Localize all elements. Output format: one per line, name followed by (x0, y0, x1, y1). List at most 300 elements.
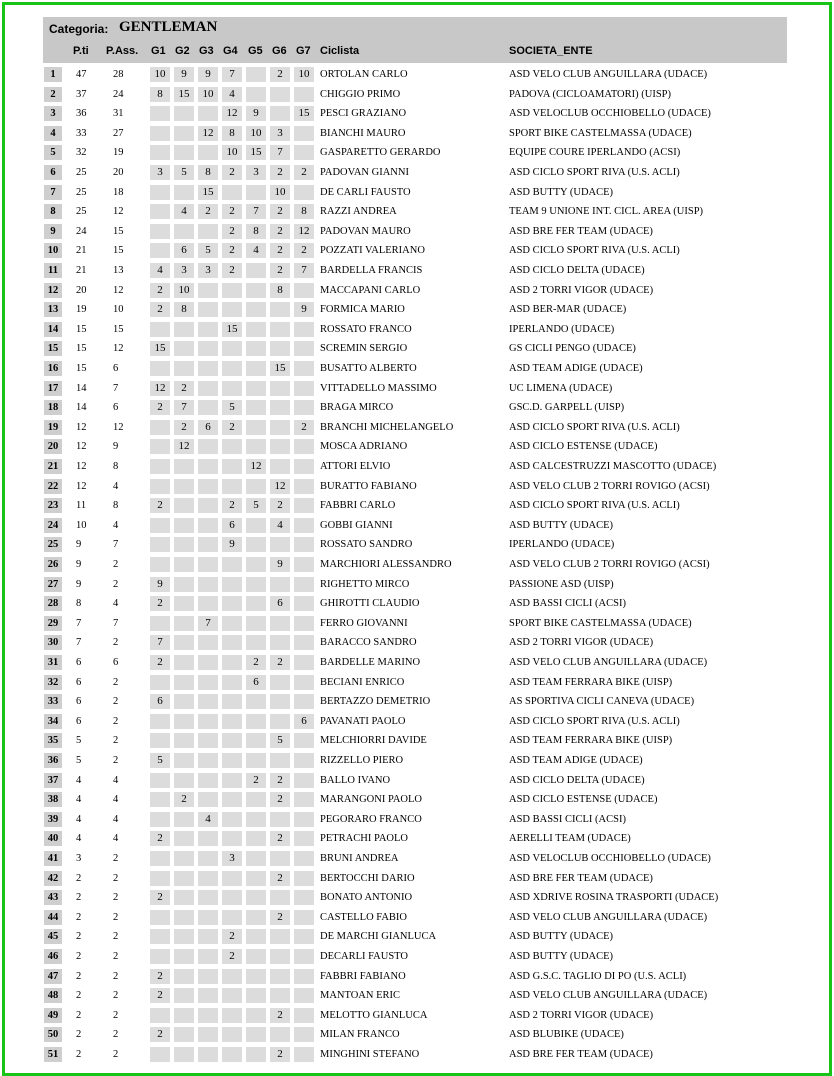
stage-g1-cell: 8 (150, 87, 170, 102)
table-row (43, 477, 787, 497)
points-cell: 2 (76, 1049, 82, 1060)
stage-g5-cell (246, 714, 266, 729)
stage-g7-cell (294, 635, 314, 650)
stage-g4-cell (222, 753, 242, 768)
table-row (43, 437, 787, 457)
stage-g1-cell (150, 792, 170, 807)
stage-g2-cell: 4 (174, 204, 194, 219)
points-cell: 9 (76, 539, 82, 551)
points-cell: 47 (76, 69, 87, 80)
participations-cell: 2 (113, 1049, 119, 1060)
rank-cell: 17 (44, 381, 62, 396)
rank-cell: 8 (44, 204, 62, 219)
stage-g7-cell (294, 126, 314, 141)
stage-g4-cell (222, 341, 242, 356)
team-name: ASD VELO CLUB ANGUILLARA (UDACE) (509, 657, 708, 668)
points-cell: 2 (76, 990, 82, 1002)
cyclist-name: RIZZELLO PIERO (320, 755, 404, 766)
stage-g6-cell (270, 322, 290, 337)
rank-cell: 21 (44, 459, 62, 474)
participations-cell: 2 (113, 676, 119, 688)
stage-g2-cell: 6 (174, 243, 194, 258)
stage-g1-cell (150, 714, 170, 729)
cyclist-name: BERTOCCHI DARIO (320, 872, 415, 884)
stage-g7-cell (294, 949, 314, 964)
points-cell: 4 (76, 774, 82, 786)
stage-g1-cell (150, 439, 170, 454)
stage-g4-cell (222, 733, 242, 748)
points-cell: 2 (76, 911, 82, 923)
cyclist-name: DECARLI FAUSTO (320, 951, 408, 962)
stage-g7-cell (294, 1047, 314, 1062)
stage-g6-cell: 2 (270, 871, 290, 886)
rank-cell: 49 (44, 1008, 62, 1023)
cyclist-name: PEGORARO FRANCO (320, 813, 422, 825)
team-name: ASD BRE FER TEAM (UDACE) (509, 872, 653, 884)
stage-g7-cell (294, 1027, 314, 1042)
rank-cell: 35 (44, 733, 62, 748)
table-row (43, 790, 787, 810)
stage-g1-cell: 2 (150, 655, 170, 670)
stage-g4-cell (222, 1047, 242, 1062)
stage-g1-cell: 10 (150, 67, 170, 82)
participations-cell: 2 (113, 755, 119, 766)
stage-g3-cell (198, 341, 218, 356)
cyclist-name: MINGHINI STEFANO (320, 1049, 420, 1060)
points-cell: 21 (76, 265, 87, 276)
table-row (43, 1006, 787, 1026)
stage-g5-cell: 9 (246, 106, 266, 121)
stage-g6-cell (270, 714, 290, 729)
stage-g1-cell (150, 518, 170, 533)
rank-cell: 46 (44, 949, 62, 964)
stage-g3-cell: 4 (198, 812, 218, 827)
points-cell: 4 (76, 833, 82, 845)
team-name: ASD CICLO ESTENSE (UDACE) (509, 441, 658, 453)
stage-g5-cell (246, 537, 266, 552)
table-row (43, 496, 787, 516)
table-row (43, 85, 787, 105)
rank-cell: 31 (44, 655, 62, 670)
points-cell: 12 (76, 480, 87, 492)
stage-g3-cell (198, 792, 218, 807)
stage-g6-cell (270, 439, 290, 454)
rank-cell: 29 (44, 616, 62, 631)
stage-g1-cell: 4 (150, 263, 170, 278)
stage-g5-cell (246, 910, 266, 925)
participations-cell: 2 (113, 872, 119, 884)
stage-g4-cell: 12 (222, 106, 242, 121)
rank-cell: 51 (44, 1047, 62, 1062)
stage-g5-cell (246, 792, 266, 807)
table-row (43, 967, 787, 987)
stage-g1-cell: 5 (150, 753, 170, 768)
points-cell: 5 (76, 735, 82, 747)
team-name: ASD VELOCLUB OCCHIOBELLO (UDACE) (509, 853, 711, 864)
stage-g3-cell (198, 988, 218, 1003)
points-cell: 8 (76, 598, 82, 610)
stage-g7-cell (294, 577, 314, 592)
stage-g7-cell (294, 498, 314, 513)
stage-g5-cell (246, 439, 266, 454)
stage-g6-cell (270, 851, 290, 866)
team-name: SPORT BIKE CASTELMASSA (UDACE) (509, 127, 692, 139)
table-row (43, 379, 787, 399)
rank-cell: 42 (44, 871, 62, 886)
stage-g5-cell (246, 400, 266, 415)
stage-g6-cell (270, 675, 290, 690)
stage-g3-cell (198, 381, 218, 396)
stage-g5-cell (246, 87, 266, 102)
stage-g3-cell (198, 361, 218, 376)
stage-g4-cell: 8 (222, 126, 242, 141)
points-cell: 2 (76, 931, 82, 943)
stage-g4-cell (222, 479, 242, 494)
stage-g4-cell (222, 694, 242, 709)
points-cell: 3 (76, 853, 82, 864)
stage-g6-cell (270, 577, 290, 592)
stage-g1-cell (150, 871, 170, 886)
stage-g1-cell (150, 675, 170, 690)
points-cell: 25 (76, 186, 87, 198)
points-cell: 25 (76, 167, 87, 178)
stage-g4-cell (222, 185, 242, 200)
stage-g1-cell (150, 459, 170, 474)
stage-g3-cell: 3 (198, 263, 218, 278)
team-name: SPORT BIKE CASTELMASSA (UDACE) (509, 617, 692, 629)
points-cell: 2 (76, 892, 82, 904)
stage-g1-cell (150, 204, 170, 219)
stage-g5-cell (246, 831, 266, 846)
stage-g5-cell: 15 (246, 145, 266, 160)
team-name: IPERLANDO (UDACE) (509, 539, 615, 551)
table-row (43, 124, 787, 144)
stage-g2-cell (174, 106, 194, 121)
stage-g3-cell (198, 969, 218, 984)
team-name: ASD CALCESTRUZZI MASCOTTO (UDACE) (509, 461, 717, 472)
header-g4: G4 (223, 45, 238, 57)
stage-g2-cell (174, 361, 194, 376)
rank-cell: 48 (44, 988, 62, 1003)
stage-g4-cell (222, 910, 242, 925)
category-label: Categoria: (49, 22, 109, 36)
rank-cell: 50 (44, 1027, 62, 1042)
stage-g7-cell (294, 792, 314, 807)
stage-g4-cell: 10 (222, 145, 242, 160)
stage-g5-cell: 2 (246, 655, 266, 670)
cyclist-name: ROSSATO SANDRO (320, 539, 413, 551)
stage-g5-cell (246, 283, 266, 298)
participations-cell: 4 (113, 774, 119, 786)
header-g5: G5 (248, 45, 263, 57)
cyclist-name: MACCAPANI CARLO (320, 284, 421, 296)
rank-cell: 32 (44, 675, 62, 690)
table-row (43, 555, 787, 575)
stage-g2-cell: 7 (174, 400, 194, 415)
rank-cell: 6 (44, 165, 62, 180)
stage-g5-cell (246, 988, 266, 1003)
stage-g1-cell (150, 185, 170, 200)
stage-g2-cell (174, 753, 194, 768)
points-cell: 37 (76, 88, 87, 100)
stage-g1-cell (150, 733, 170, 748)
team-name: ASD CICLO SPORT RIVA (U.S. ACLI) (509, 715, 680, 727)
participations-cell: 20 (113, 167, 124, 178)
team-name: ASD VELOCLUB OCCHIOBELLO (UDACE) (509, 108, 711, 120)
stage-g2-cell (174, 949, 194, 964)
stage-g4-cell (222, 1008, 242, 1023)
header-g3: G3 (199, 45, 214, 57)
stage-g2-cell (174, 616, 194, 631)
stage-g3-cell (198, 890, 218, 905)
stage-g5-cell (246, 1027, 266, 1042)
team-name: ASD BASSI CICLI (ACSI) (509, 813, 626, 825)
stage-g6-cell (270, 537, 290, 552)
points-cell: 19 (76, 304, 87, 316)
stage-g3-cell (198, 400, 218, 415)
stage-g3-cell (198, 851, 218, 866)
participations-cell: 15 (113, 323, 124, 335)
stage-g6-cell: 3 (270, 126, 290, 141)
team-name: ASD 2 TORRI VIGOR (UDACE) (509, 284, 654, 296)
stage-g1-cell: 15 (150, 341, 170, 356)
cyclist-name: BARDELLE MARINO (320, 657, 421, 668)
stage-g6-cell: 2 (270, 1047, 290, 1062)
stage-g4-cell: 2 (222, 263, 242, 278)
participations-cell: 2 (113, 931, 119, 943)
stage-g2-cell (174, 498, 194, 513)
cyclist-name: DE CARLI FAUSTO (320, 186, 411, 198)
rank-cell: 20 (44, 439, 62, 454)
stage-g2-cell: 10 (174, 283, 194, 298)
rank-cell: 27 (44, 577, 62, 592)
table-row (43, 692, 787, 712)
stage-g2-cell: 5 (174, 165, 194, 180)
header-g1: G1 (151, 45, 166, 57)
stage-g2-cell: 2 (174, 792, 194, 807)
stage-g7-cell (294, 675, 314, 690)
stage-g3-cell: 6 (198, 420, 218, 435)
stage-g1-cell: 2 (150, 831, 170, 846)
stage-g1-cell: 2 (150, 302, 170, 317)
cyclist-name: MELOTTO GIANLUCA (320, 1009, 428, 1021)
stage-g3-cell (198, 1027, 218, 1042)
participations-cell: 2 (113, 696, 119, 708)
cyclist-name: BONATO ANTONIO (320, 892, 413, 904)
stage-g4-cell: 2 (222, 204, 242, 219)
stage-g5-cell (246, 929, 266, 944)
stage-g3-cell: 9 (198, 67, 218, 82)
stage-g5-cell (246, 635, 266, 650)
stage-g4-cell (222, 812, 242, 827)
stage-g5-cell (246, 479, 266, 494)
points-cell: 2 (76, 1009, 82, 1021)
cyclist-name: MARANGONI PAOLO (320, 794, 422, 806)
header-team: SOCIETA_ENTE (509, 45, 593, 57)
stage-g6-cell: 2 (270, 224, 290, 239)
stage-g4-cell (222, 655, 242, 670)
stage-g5-cell (246, 733, 266, 748)
team-name: ASD BUTTY (UDACE) (509, 186, 614, 198)
stage-g2-cell (174, 635, 194, 650)
stage-g2-cell (174, 969, 194, 984)
stage-g2-cell: 15 (174, 87, 194, 102)
participations-cell: 24 (113, 88, 124, 100)
stage-g5-cell: 2 (246, 773, 266, 788)
team-name: ASD CICLO DELTA (UDACE) (509, 774, 645, 786)
participations-cell: 12 (113, 421, 124, 433)
points-cell: 12 (76, 421, 87, 433)
stage-g2-cell (174, 322, 194, 337)
stage-g2-cell (174, 1027, 194, 1042)
cyclist-name: PADOVAN GIANNI (320, 167, 409, 178)
points-cell: 32 (76, 147, 87, 159)
stage-g1-cell (150, 851, 170, 866)
stage-g4-cell (222, 302, 242, 317)
stage-g6-cell: 5 (270, 733, 290, 748)
cyclist-name: RIGHETTO MIRCO (320, 578, 410, 590)
stage-g2-cell (174, 871, 194, 886)
stage-g6-cell (270, 302, 290, 317)
stage-g1-cell (150, 537, 170, 552)
stage-g4-cell (222, 283, 242, 298)
stage-g6-cell (270, 753, 290, 768)
team-name: UC LIMENA (UDACE) (509, 382, 613, 394)
stage-g2-cell (174, 185, 194, 200)
stage-g5-cell (246, 67, 266, 82)
stage-g1-cell: 2 (150, 400, 170, 415)
stage-g1-cell: 6 (150, 694, 170, 709)
stage-g3-cell (198, 910, 218, 925)
stage-g1-cell (150, 1008, 170, 1023)
rank-cell: 40 (44, 831, 62, 846)
team-name: ASD TEAM ADIGE (UDACE) (509, 363, 643, 374)
stage-g4-cell: 15 (222, 322, 242, 337)
rank-cell: 2 (44, 87, 62, 102)
stage-g1-cell (150, 126, 170, 141)
stage-g4-cell: 2 (222, 949, 242, 964)
stage-g2-cell (174, 831, 194, 846)
stage-g6-cell: 10 (270, 185, 290, 200)
stage-g1-cell (150, 616, 170, 631)
team-name: AS SPORTIVA CICLI CANEVA (UDACE) (509, 696, 695, 708)
stage-g3-cell (198, 439, 218, 454)
table-row (43, 418, 787, 438)
stage-g6-cell: 12 (270, 479, 290, 494)
stage-g2-cell (174, 557, 194, 572)
stage-g3-cell (198, 106, 218, 121)
rank-cell: 44 (44, 910, 62, 925)
team-name: ASD BUTTY (UDACE) (509, 931, 614, 943)
stage-g4-cell: 9 (222, 537, 242, 552)
cyclist-name: MARCHIORI ALESSANDRO (320, 559, 452, 570)
stage-g3-cell: 7 (198, 616, 218, 631)
stage-g2-cell (174, 1047, 194, 1062)
stage-g7-cell (294, 851, 314, 866)
rank-cell: 5 (44, 145, 62, 160)
rank-cell: 47 (44, 969, 62, 984)
stage-g4-cell: 4 (222, 87, 242, 102)
table-row (43, 751, 787, 771)
stage-g4-cell (222, 635, 242, 650)
stage-g2-cell (174, 694, 194, 709)
rank-cell: 33 (44, 694, 62, 709)
stage-g4-cell: 7 (222, 67, 242, 82)
stage-g3-cell (198, 322, 218, 337)
stage-g6-cell (270, 400, 290, 415)
cyclist-name: MOSCA ADRIANO (320, 441, 408, 453)
table-row (43, 535, 787, 555)
stage-g6-cell (270, 694, 290, 709)
stage-g1-cell (150, 243, 170, 258)
participations-cell: 2 (113, 559, 119, 570)
points-cell: 2 (76, 1029, 82, 1041)
stage-g5-cell (246, 185, 266, 200)
stage-g4-cell (222, 890, 242, 905)
stage-g4-cell: 2 (222, 929, 242, 944)
points-cell: 12 (76, 461, 87, 472)
cyclist-name: BRUNI ANDREA (320, 853, 399, 864)
stage-g1-cell: 2 (150, 498, 170, 513)
stage-g4-cell: 2 (222, 224, 242, 239)
table-row (43, 633, 787, 653)
stage-g7-cell (294, 753, 314, 768)
cyclist-name: FABBRI FABIANO (320, 970, 406, 982)
team-name: ASD G.S.C. TAGLIO DI PO (U.S. ACLI) (509, 970, 687, 982)
stage-g6-cell (270, 1027, 290, 1042)
cyclist-name: GHIROTTI CLAUDIO (320, 598, 420, 610)
table-row (43, 222, 787, 242)
team-name: ASD BRE FER TEAM (UDACE) (509, 1049, 653, 1060)
stage-g7-cell: 2 (294, 420, 314, 435)
stage-g7-cell (294, 929, 314, 944)
rank-cell: 11 (44, 263, 62, 278)
team-name: ASD CICLO ESTENSE (UDACE) (509, 794, 658, 806)
stage-g1-cell: 2 (150, 890, 170, 905)
team-name: ASD 2 TORRI VIGOR (UDACE) (509, 1009, 654, 1021)
stage-g7-cell (294, 969, 314, 984)
rank-cell: 25 (44, 537, 62, 552)
stage-g4-cell: 3 (222, 851, 242, 866)
stage-g1-cell (150, 420, 170, 435)
rank-cell: 41 (44, 851, 62, 866)
team-name: EQUIPE COURE IPERLANDO (ACSI) (509, 147, 681, 159)
rank-cell: 26 (44, 557, 62, 572)
table-row (43, 398, 787, 418)
stage-g7-cell (294, 381, 314, 396)
team-name: ASD BLUBIKE (UDACE) (509, 1029, 624, 1041)
stage-g7-cell (294, 439, 314, 454)
stage-g5-cell (246, 851, 266, 866)
table-row (43, 104, 787, 124)
team-name: ASD VELO CLUB ANGUILLARA (UDACE) (509, 990, 708, 1002)
rank-cell: 14 (44, 322, 62, 337)
stage-g3-cell (198, 283, 218, 298)
points-cell: 15 (76, 343, 87, 355)
stage-g5-cell (246, 577, 266, 592)
team-name: GSC.D. GARPELL (UISP) (509, 402, 625, 414)
stage-g7-cell (294, 459, 314, 474)
stage-g3-cell: 10 (198, 87, 218, 102)
stage-g4-cell (222, 557, 242, 572)
stage-g4-cell (222, 675, 242, 690)
stage-g1-cell: 2 (150, 596, 170, 611)
points-cell: 7 (76, 637, 82, 649)
cyclist-name: BARDELLA FRANCIS (320, 265, 423, 276)
table-row (43, 810, 787, 830)
stage-g7-cell (294, 831, 314, 846)
stage-g5-cell (246, 753, 266, 768)
